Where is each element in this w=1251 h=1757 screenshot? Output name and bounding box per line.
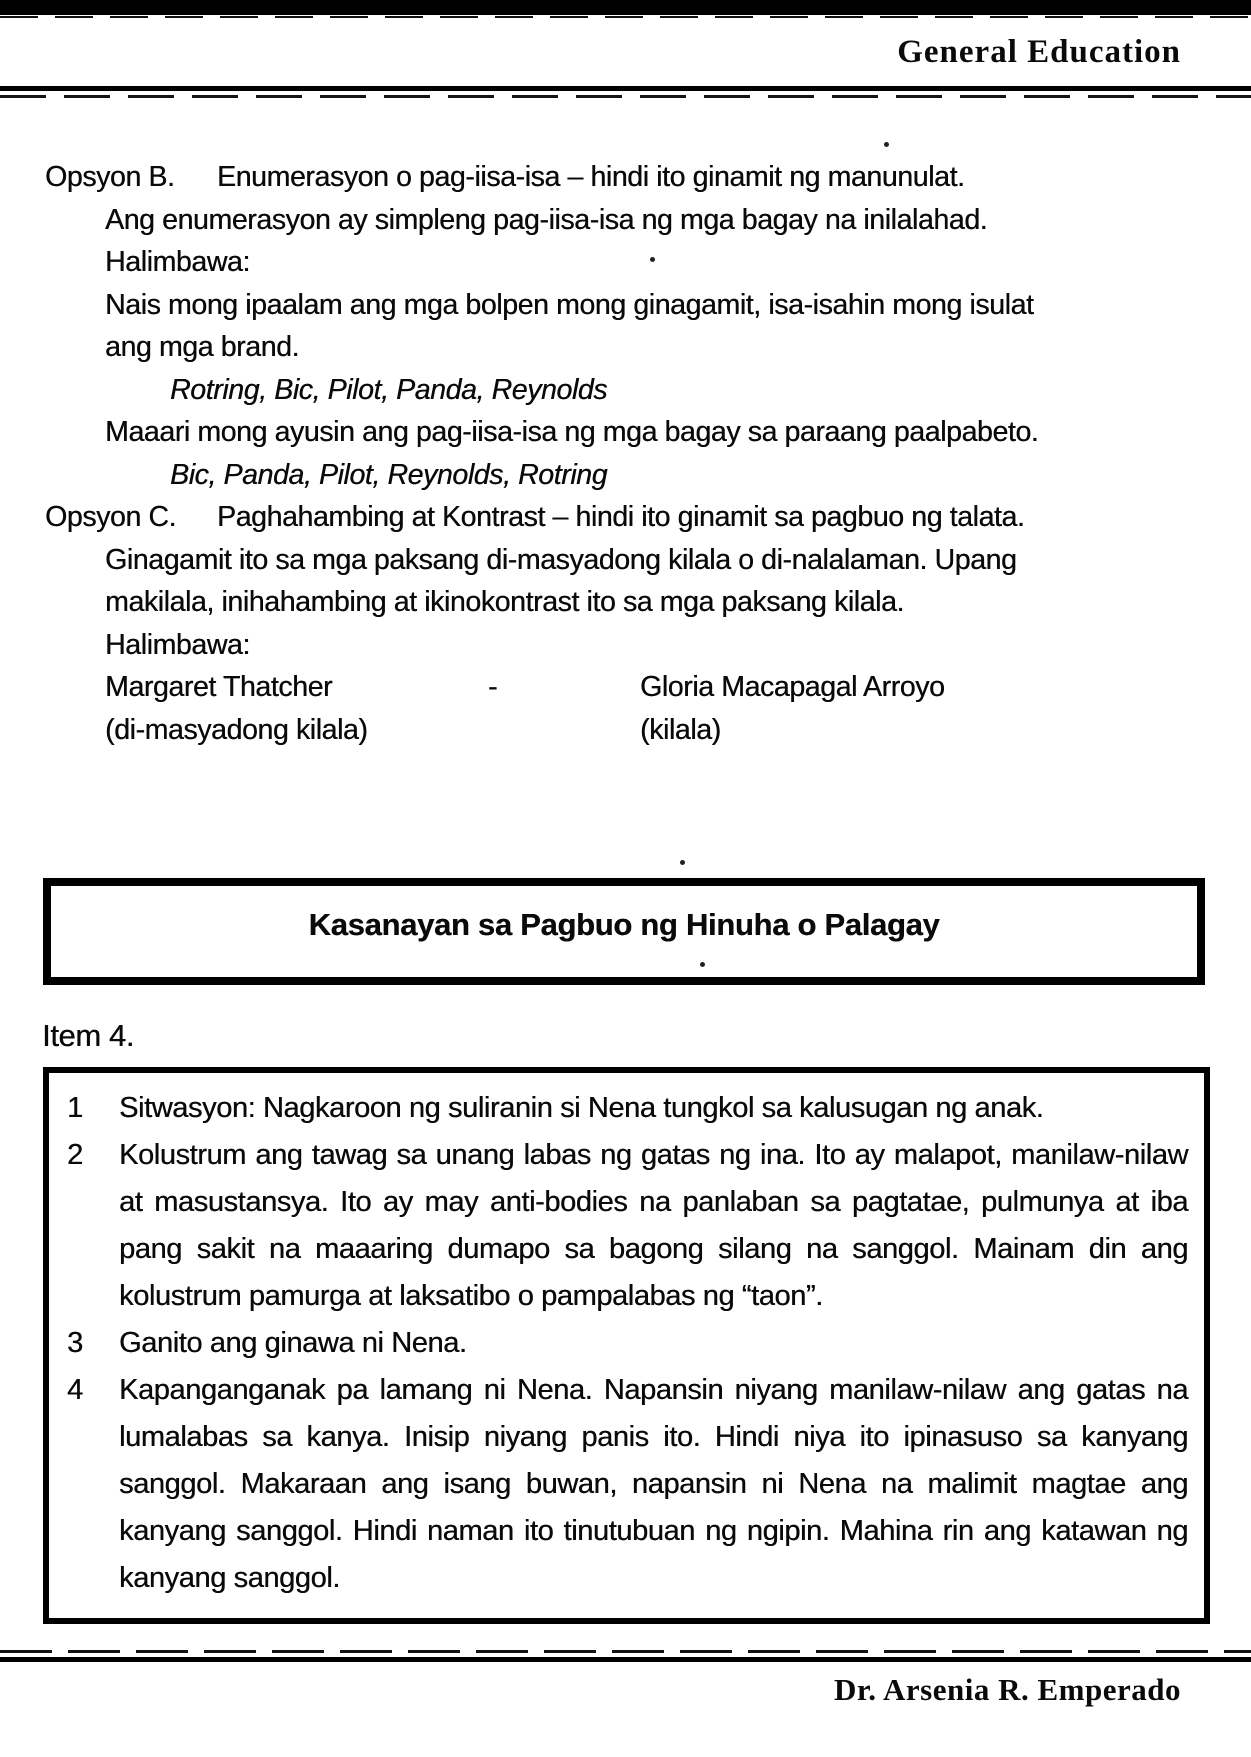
page-header — [0, 34, 1181, 71]
opsyon-b-example-list: Rotring, Bic, Pilot, Panda, Reynolds — [170, 373, 608, 406]
scan-speck — [680, 860, 685, 865]
opsyon-b-example-list-alphabetical: Bic, Panda, Pilot, Reynolds, Rotring — [170, 458, 608, 491]
scan-top-edge-bar — [0, 0, 1251, 15]
comparison-right-name: Gloria Macapagal Arroyo — [640, 671, 945, 703]
passage-row-number: 3 — [67, 1327, 83, 1359]
opsyon-b-line: Ang enumerasyon ay simpleng pag-iisa-isa ng mga bagay na inilalahad. — [105, 203, 988, 236]
opsyon-c-lead: Paghahambing at Kontrast – hindi ito ginamit sa pagbuo ng talata. — [217, 501, 1025, 533]
comparison-dash: - — [488, 671, 498, 703]
scan-speck — [884, 142, 889, 147]
section-title: Kasanayan sa Pagbuo ng Hinuha o Palagay — [308, 906, 940, 942]
header-title: General Education — [897, 34, 1181, 70]
comparison-notes-row — [105, 709, 1206, 752]
passage-row-text: Kolustrum ang tawag sa unang labas ng gatas ng ina. Ito ay malapot, manilaw-nilaw at masustansya. Ito ay may anti-bodies na panlaban sa pagtatae, pulmunya at iba pang sakit na maaaring dumapo sa bagong silang na sanggol. Mainam din ang kolustrum pamurga at laksatibo o pampalabas ng “taon”. — [119, 1139, 1188, 1312]
scan-speck — [650, 257, 655, 262]
passage-row-text: Kapanganganak pa lamang ni Nena. Napansin niyang manilaw-nilaw ang gatas na lumalabas sa kanya. Inisip niyang panis ito. Hindi niya ito ipinasuso sa kanyang sanggol. Makaraan ang isang buwan, napansin ni Nena na malimit magtae ang kanyang sanggol. Hindi naman ito tinutubuan ng ngipin. Mahina rin ang katawan ng kanyang sanggol. — [119, 1374, 1188, 1594]
passage-row-text: Sitwasyon: Nagkaroon ng suliranin si Nena tungkol sa kalusugan ng anak. — [119, 1092, 1044, 1124]
passage-box — [43, 1067, 1210, 1624]
passage-row — [67, 1085, 1188, 1132]
section-title-box — [43, 878, 1205, 985]
footer-author: Dr. Arsenia R. Emperado — [833, 1672, 1181, 1707]
item-number-label: Item 4. — [42, 1018, 134, 1053]
passage-row-text: Ganito ang ginawa ni Nena. — [119, 1327, 467, 1359]
opsyon-c-halimbawa-label: Halimbawa: — [105, 628, 250, 661]
opsyon-b-heading-line — [45, 156, 1206, 199]
passage-row-number: 1 — [67, 1092, 83, 1124]
opsyon-b-label: Opsyon B. — [45, 161, 175, 193]
opsyon-c-label: Opsyon C. — [45, 501, 177, 533]
opsyon-c-line: Ginagamit ito sa mga paksang di-masyadong kilala o di-nalalaman. Upang — [105, 543, 1017, 576]
comparison-names-row — [105, 666, 1206, 709]
footer-rule-dashed — [0, 1650, 1251, 1653]
comparison-notes-spacer — [440, 709, 640, 752]
comparison-left-note: (di-masyadong kilala) — [105, 713, 368, 746]
opsyon-b-lead: Enumerasyon o pag-iisa-isa – hindi ito ginamit ng manunulat. — [217, 161, 965, 193]
scan-speck — [700, 962, 705, 967]
opsyon-b-line: ang mga brand. — [105, 331, 300, 363]
passage-row — [67, 1320, 1188, 1367]
passage-row-number: 2 — [67, 1139, 83, 1171]
footer-rule-solid — [0, 1657, 1251, 1662]
page-footer — [0, 1672, 1181, 1708]
opsyon-c-line: makilala, inihahambing at ikinokontrast ito sa mga paksang kilala. — [105, 586, 904, 618]
comparison-right-note: (kilala) — [640, 713, 721, 746]
opsyon-b-line: Nais mong ipaalam ang mga bolpen mong ginagamit, isa-isahin mong isulat — [105, 288, 1034, 321]
opsyon-c-heading-line — [45, 496, 1206, 539]
body-text — [45, 156, 1206, 751]
passage-row — [67, 1367, 1188, 1602]
header-rule-dashed — [0, 95, 1251, 98]
header-rule-solid — [0, 86, 1251, 91]
opsyon-b-line: Maaari mong ayusin ang pag-iisa-isa ng mga bagay sa paraang paalpabeto. — [105, 416, 1039, 448]
comparison-left-name: Margaret Thatcher — [105, 671, 333, 703]
passage-row-number: 4 — [67, 1374, 83, 1406]
passage-row — [67, 1132, 1188, 1320]
opsyon-b-halimbawa-label: Halimbawa: — [105, 246, 250, 278]
